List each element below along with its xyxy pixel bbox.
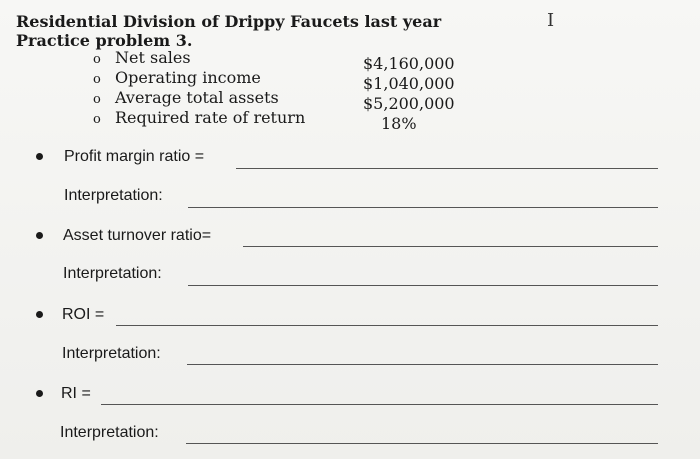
value-required-rate: 18%: [381, 114, 417, 133]
interpretation-label-3: Interpretation:: [62, 345, 161, 362]
bullet-icon: [36, 232, 43, 239]
title-line-1: Residential Division of Drippy Faucets last year: [16, 12, 442, 31]
answer-line-ri[interactable]: [101, 404, 658, 405]
value-average-total-assets: $5,200,000: [363, 94, 455, 113]
interpretation-label-2: Interpretation:: [63, 265, 162, 282]
question-roi: ROI =: [62, 306, 105, 323]
list-item-operating-income: [93, 68, 261, 90]
answer-line-profit-margin[interactable]: [236, 168, 658, 169]
bullet-icon: [36, 390, 43, 397]
text-cursor-icon: I: [547, 10, 555, 31]
interpretation-label-1: Interpretation:: [64, 187, 163, 204]
hollow-bullet-icon: o: [93, 72, 101, 87]
answer-line-roi[interactable]: [116, 325, 658, 326]
hollow-bullet-icon: o: [93, 112, 101, 127]
answer-line-asset-turnover[interactable]: [243, 246, 658, 247]
hollow-bullet-icon: o: [93, 52, 101, 67]
list-item-label: Operating income: [115, 68, 261, 87]
interpretation-line-3[interactable]: [187, 364, 658, 365]
bullet-icon: [36, 311, 43, 318]
worksheet-title: [16, 12, 441, 50]
bullet-icon: [36, 153, 43, 160]
list-item-label: Required rate of return: [115, 108, 306, 127]
list-item-label: Net sales: [115, 48, 191, 67]
list-item-average-total-assets: [93, 88, 279, 110]
interpretation-line-4[interactable]: [186, 443, 658, 444]
hollow-bullet-icon: o: [93, 92, 101, 107]
list-item-net-sales: [93, 48, 191, 70]
interpretation-line-2[interactable]: [188, 285, 658, 286]
value-net-sales: $4,160,000: [363, 54, 455, 73]
question-profit-margin: Profit margin ratio =: [64, 148, 205, 165]
title-line-2: Practice problem 3.: [16, 31, 193, 50]
list-item-required-rate: [93, 108, 305, 130]
value-operating-income: $1,040,000: [363, 74, 455, 93]
interpretation-label-4: Interpretation:: [60, 424, 159, 441]
interpretation-line-1[interactable]: [188, 207, 658, 208]
question-ri: RI =: [61, 385, 91, 402]
list-item-label: Average total assets: [115, 88, 279, 107]
question-asset-turnover: Asset turnover ratio=: [63, 227, 212, 244]
